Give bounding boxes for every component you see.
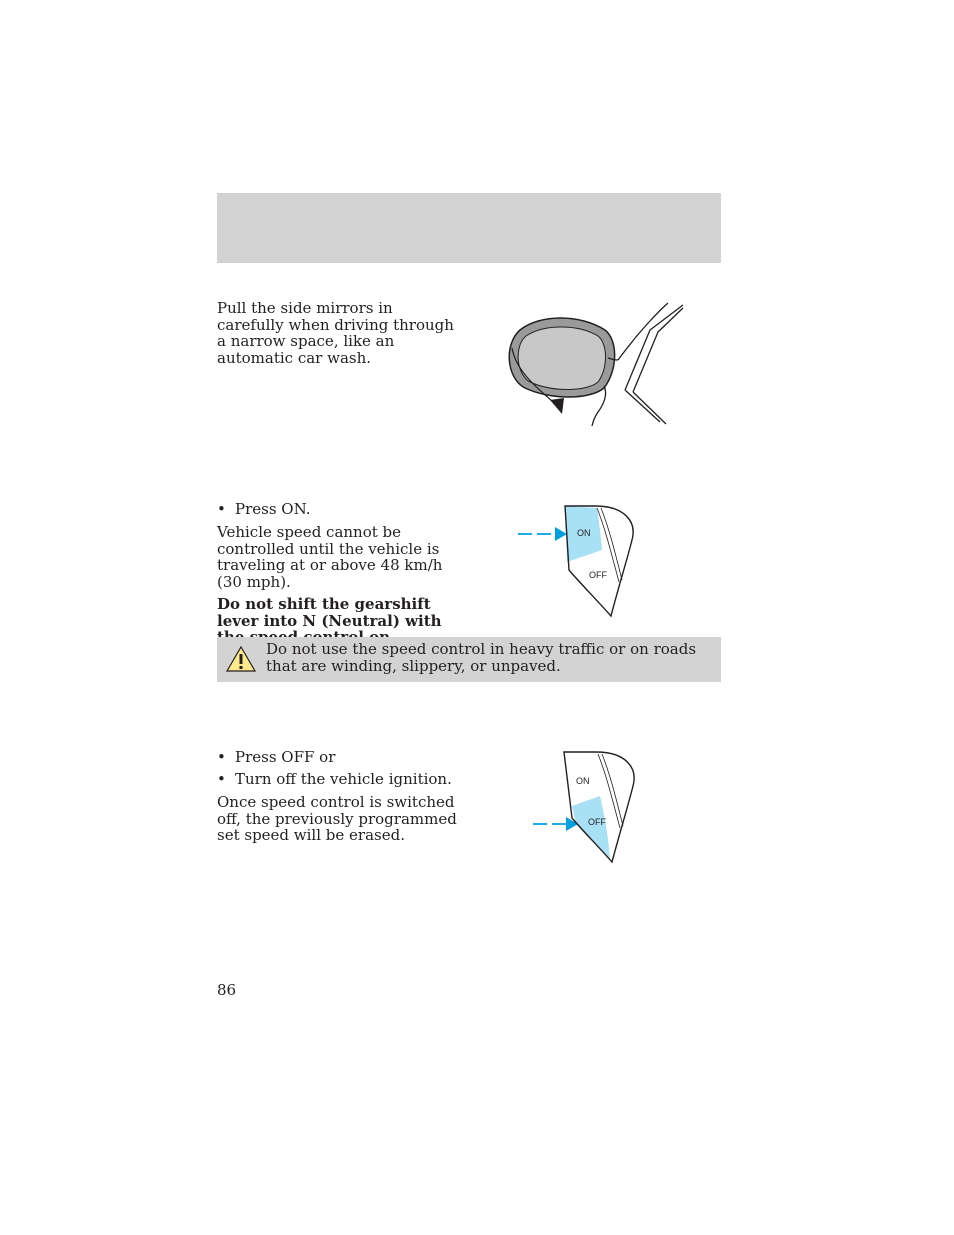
warning-triangle-icon: [225, 645, 257, 673]
mirrors-text: Pull the side mirrors in carefully when driving through a narrow space, like an automatic car wash.: [217, 299, 454, 367]
bullet-text: Press OFF or: [235, 748, 336, 766]
bullet-turn-off-ignition: [217, 771, 452, 788]
bullet-text: Press ON.: [235, 500, 311, 518]
gearshift-note: Do not shift the gearshift lever into N (Neutral) with: [217, 595, 442, 630]
switch-on-figure: [515, 500, 645, 625]
switch-off-figure: [530, 748, 645, 868]
bullet-press-on: [217, 501, 311, 518]
header-band: [217, 193, 721, 263]
speed-threshold-paragraph: Vehicle speed cannot be controlled until the vehicle is traveling at or above 48 km/h (30 mph).: [217, 523, 443, 591]
warning-text: Do not use the speed control in heavy traffic or on roads that are winding, slippery, or unpaved.: [266, 640, 697, 675]
page-number: 86: [217, 981, 237, 999]
switch-on-label: ON: [576, 776, 590, 786]
switch-off-label: OFF: [589, 570, 607, 580]
bullet-press-off: [217, 749, 335, 766]
bullet-dot: •: [217, 770, 226, 788]
side-mirror-figure: [500, 300, 690, 430]
warning-box: [217, 637, 721, 682]
bullet-dot: •: [217, 748, 226, 766]
speed-on-text-block: [217, 524, 467, 652]
bullet-dot: •: [217, 500, 226, 518]
bullet-text: Turn off the vehicle ignition.: [235, 770, 452, 788]
speed-off-paragraph: Once speed control is switched off, the previously programmed set speed will be erased.: [217, 793, 457, 844]
switch-off-label: OFF: [588, 817, 606, 827]
switch-on-label: ON: [577, 528, 591, 538]
